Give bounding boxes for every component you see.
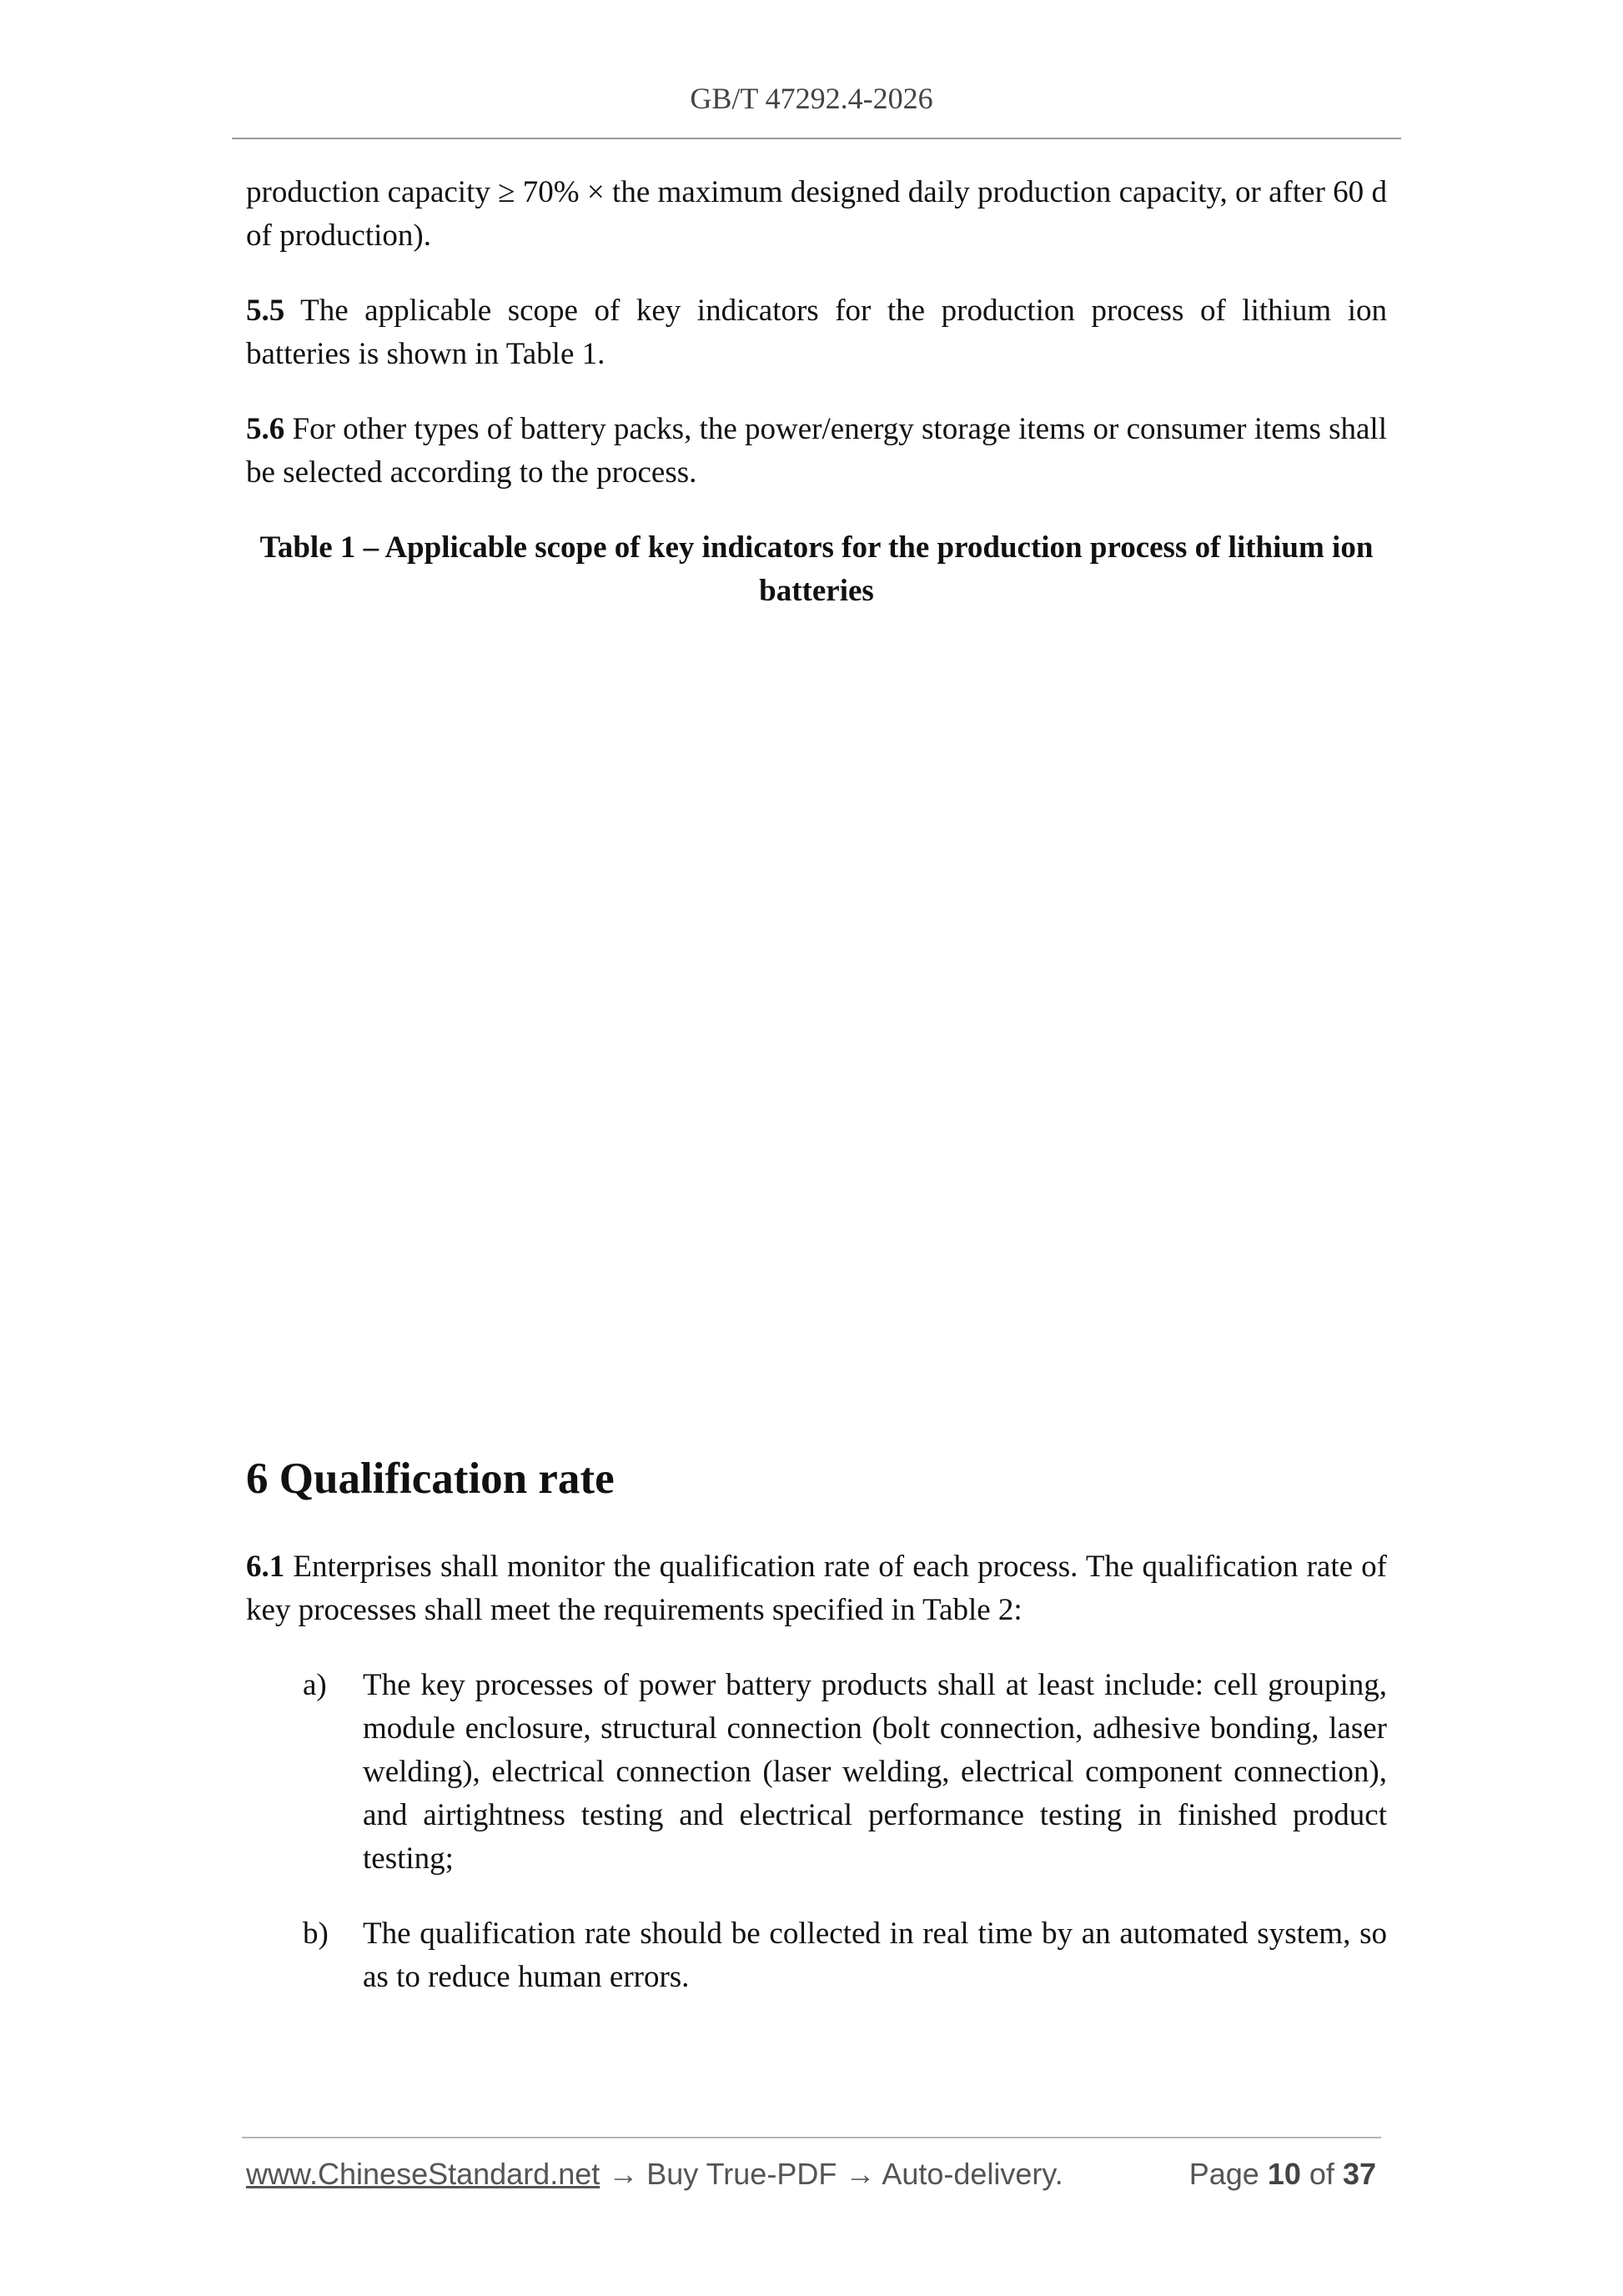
table-1-area (246, 613, 1387, 1452)
table-1-caption: Table 1 – Applicable scope of key indicators for the production process of lithium ion batteries (259, 530, 1374, 608)
clause-5-6 (246, 408, 1387, 495)
clause-text: The applicable scope of key indicators for the production process of lithium ion batteries is shown in Table 1. (246, 294, 1387, 371)
footer-divider (242, 2137, 1381, 2138)
continued-paragraph: production capacity ≥ 70% × the maximum designed daily production capacity, or after 60 d of production). (246, 175, 1387, 253)
list-marker: a) (303, 1668, 327, 1702)
clause-number: 6.1 (246, 1550, 285, 1584)
clause-text: For other types of battery packs, the power/energy storage items or consumer items shall be selected according to the process. (246, 412, 1387, 490)
document-header: GB/T 47292.4-2026 (690, 82, 933, 115)
list-item (246, 1664, 1387, 1881)
header-divider (232, 138, 1401, 139)
clause-text: Enterprises shall monitor the qualification rate of each process. The qualification rate of key processes shall meet the requirements specified in Table 2: (246, 1550, 1387, 1627)
website-link[interactable]: www.ChineseStandard.net (246, 2157, 600, 2191)
section-6-heading: 6 Qualification rate (246, 1454, 615, 1503)
list-item-text: The key processes of power battery products shall at least include: cell grouping, module enclosure, structural connection (bolt connection, adhesive bonding, laser welding), electrical connection (laser welding, electrical component connection), and airtightness testing and electrical performance testing in finished product testing; (363, 1668, 1387, 1876)
total-pages-number: 37 (1342, 2157, 1376, 2191)
requirements-list (246, 1664, 1387, 1999)
page-label: Page (1188, 2157, 1259, 2191)
list-marker: b) (303, 1917, 329, 1951)
of-label: of (1309, 2157, 1334, 2191)
list-item-text: The qualification rate should be collected in real time by an automated system, so as to reduce human errors. (363, 1917, 1387, 1994)
current-page-number: 10 (1267, 2157, 1301, 2191)
clause-5-5 (246, 289, 1387, 376)
footer-tagline: → Buy True-PDF → Auto-delivery. (600, 2157, 1063, 2191)
clause-number: 5.5 (246, 294, 285, 328)
list-item (246, 1912, 1387, 1999)
clause-6-1 (246, 1545, 1387, 1632)
footer-promo (246, 2157, 1063, 2192)
page-content (246, 171, 1387, 2031)
clause-number: 5.6 (246, 412, 285, 446)
page-indicator (1189, 2157, 1376, 2192)
